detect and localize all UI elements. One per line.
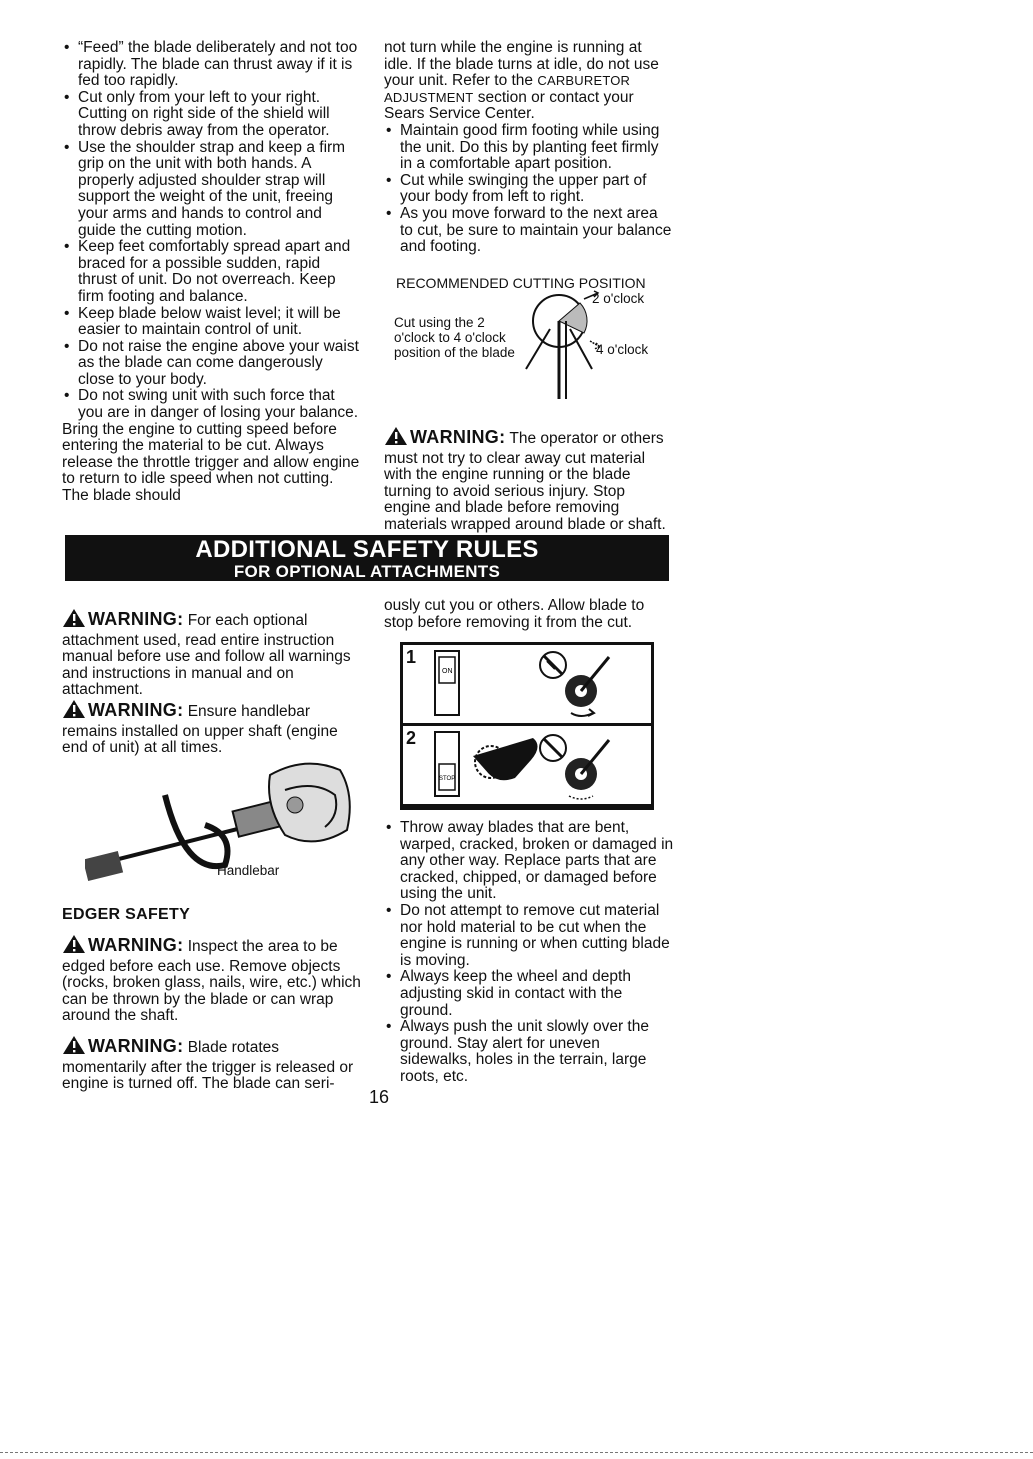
list-item: • Always push the unit slowly over the ground. Stay alert for uneven sidewalks, holes in the terrain, large roots, etc. bbox=[384, 1019, 674, 1085]
warning-body: Inspect the area to be edged before each use. Remove objects (rocks, broken glass, nails, wire, etc.) which can be thrown by the blade or can wrap around the shaft. bbox=[62, 938, 361, 1025]
blade-rotates-warning bbox=[62, 1035, 362, 1093]
list-item: • Use the shoulder strap and keep a firm grip on the unit with both hands. A properly adjusted shoulder strap will support the weight of the unit, freeing your arms and hands to control and guide the cutting motion. bbox=[62, 140, 362, 240]
attachment-manual-warning bbox=[62, 608, 362, 699]
list-item: • Cut only from your left to your right. Cutting on right side of the shield will throw debris away from the operator. bbox=[62, 90, 362, 140]
banner-title: ADDITIONAL SAFETY RULES bbox=[195, 536, 539, 563]
idle-paragraph-end: section or contact your Sears Service Center. bbox=[384, 88, 634, 123]
idle-paragraph-start: not turn while the engine is running at idle. If the blade turns at idle, do not use your unit. Refer to the bbox=[384, 39, 659, 90]
page-number: 16 bbox=[369, 1087, 390, 1107]
top-right-column bbox=[384, 40, 674, 256]
page-bottom-divider bbox=[0, 1452, 1033, 1453]
edger-bullet-list bbox=[384, 820, 674, 1086]
idle-paragraph bbox=[384, 40, 674, 123]
list-item: • Throw away blades that are bent, warped, cracked, broken or damaged in any other way. Replace parts that are cracked, chipped, or damaged before using the unit. bbox=[384, 820, 674, 903]
list-item: • Always keep the wheel and depth adjusting skid in contact with the ground. bbox=[384, 969, 674, 1019]
cutting-position-figure bbox=[384, 275, 674, 405]
footing-bullet-list bbox=[384, 123, 674, 256]
clear-material-warning bbox=[384, 426, 674, 534]
handlebar-figure bbox=[85, 755, 365, 890]
safety-bullet-list bbox=[62, 40, 362, 422]
warning-heading: WARNING: bbox=[88, 1035, 184, 1056]
cutting-position-description: Cut using the 2 o'clock to 4 o'clock position of the blade bbox=[394, 315, 515, 360]
switch-on-blade-spinning-icon bbox=[403, 645, 651, 723]
list-item: • As you move forward to the next area to cut, be sure to maintain your balance and footing. bbox=[384, 206, 674, 256]
list-item: • Keep blade below waist level; it will be easier to maintain control of unit. bbox=[62, 306, 362, 339]
blade-stop-paragraph: ously cut you or others. Allow blade to stop before removing it from the cut. bbox=[384, 597, 645, 631]
warning-body: The operator or others must not try to clear away cut material with the engine running or the blade turning to avoid serious injury. Stop engine and blade before removing materials wrapped around blade or shaft. bbox=[384, 430, 666, 533]
edger-bullets-column bbox=[384, 820, 674, 1086]
additional-safety-rules-banner bbox=[65, 535, 669, 581]
warning-triangle-icon bbox=[62, 608, 86, 633]
warning-triangle-icon bbox=[62, 1035, 86, 1060]
cutting-position-title: RECOMMENDED CUTTING POSITION bbox=[396, 275, 646, 291]
banner-subtitle: FOR OPTIONAL ATTACHMENTS bbox=[233, 562, 501, 581]
warning-heading: WARNING: bbox=[88, 935, 184, 955]
step-number: 2 bbox=[406, 728, 417, 748]
cutting-speed-paragraph: Bring the engine to cutting speed before entering the material to be cut. Always release the throttle trigger and allow engine to return to idle speed when not cutting. The blade should bbox=[62, 420, 360, 505]
switch-stop-hand-icon bbox=[403, 726, 651, 804]
warning-body: Ensure handlebar remains installed on upper shaft (engine end of unit) at all times. bbox=[62, 702, 338, 757]
bottom-right-column bbox=[384, 598, 674, 631]
step-2-panel bbox=[403, 726, 651, 804]
list-item: • Cut while swinging the upper part of your body from left to right. bbox=[384, 173, 674, 206]
switch-on-label: ON bbox=[442, 668, 453, 675]
carburetor-reference: CARBURETOR ADJUSTMENT bbox=[384, 73, 631, 105]
warning-triangle-icon bbox=[62, 699, 86, 724]
handlebar-label: Handlebar bbox=[217, 863, 280, 878]
handlebar-warning bbox=[62, 699, 362, 757]
warning-triangle-icon bbox=[62, 934, 86, 959]
edger-warnings bbox=[62, 934, 362, 1093]
list-item: • “Feed” the blade deliberately and not too rapidly. The blade can thrust away if it is fed too rapidly. bbox=[62, 40, 362, 90]
two-oclock-label: 2 o'clock bbox=[592, 291, 645, 306]
blade-diagram-icon bbox=[514, 289, 604, 399]
list-item: • Maintain good firm footing while using the unit. Do this by planting feet firmly in a comfortable apart position. bbox=[384, 123, 674, 173]
list-item: • Do not raise the engine above your waist as the blade can come dangerously close to your body. bbox=[62, 339, 362, 389]
warning-body: For each optional attachment used, read entire instruction manual before use and follow all warnings and instructions in manual and on attachment. bbox=[62, 612, 351, 699]
warning-heading: WARNING: bbox=[88, 699, 184, 720]
switch-stop-label: STOP bbox=[439, 776, 456, 782]
inspect-area-warning bbox=[62, 934, 362, 1025]
warning-heading: WARNING: bbox=[410, 427, 506, 447]
stop-blade-steps-figure bbox=[400, 642, 654, 810]
list-item: • Do not attempt to remove cut material nor hold material to be cut when the engine is running or when cutting blade is moving. bbox=[384, 903, 674, 969]
list-item: • Do not swing unit with such force that you are in danger of losing your balance. bbox=[62, 388, 362, 421]
bottom-left-column bbox=[62, 598, 362, 757]
edger-safety-title: EDGER SAFETY bbox=[62, 906, 191, 923]
warning-body: Blade rotates momentarily after the trigger is released or engine is turned off. The blade can seri- bbox=[62, 1038, 354, 1093]
list-item: • Keep feet comfortably spread apart and braced for a possible sudden, rapid thrust of unit. Do not overreach. Keep firm footing and balance. bbox=[62, 239, 362, 305]
step-1-panel bbox=[403, 645, 651, 723]
warning-heading: WARNING: bbox=[88, 609, 184, 629]
warning-triangle-icon bbox=[384, 426, 408, 451]
step-number: 1 bbox=[406, 647, 417, 667]
top-left-column bbox=[62, 40, 362, 505]
four-oclock-label: 4 o'clock bbox=[596, 342, 649, 357]
